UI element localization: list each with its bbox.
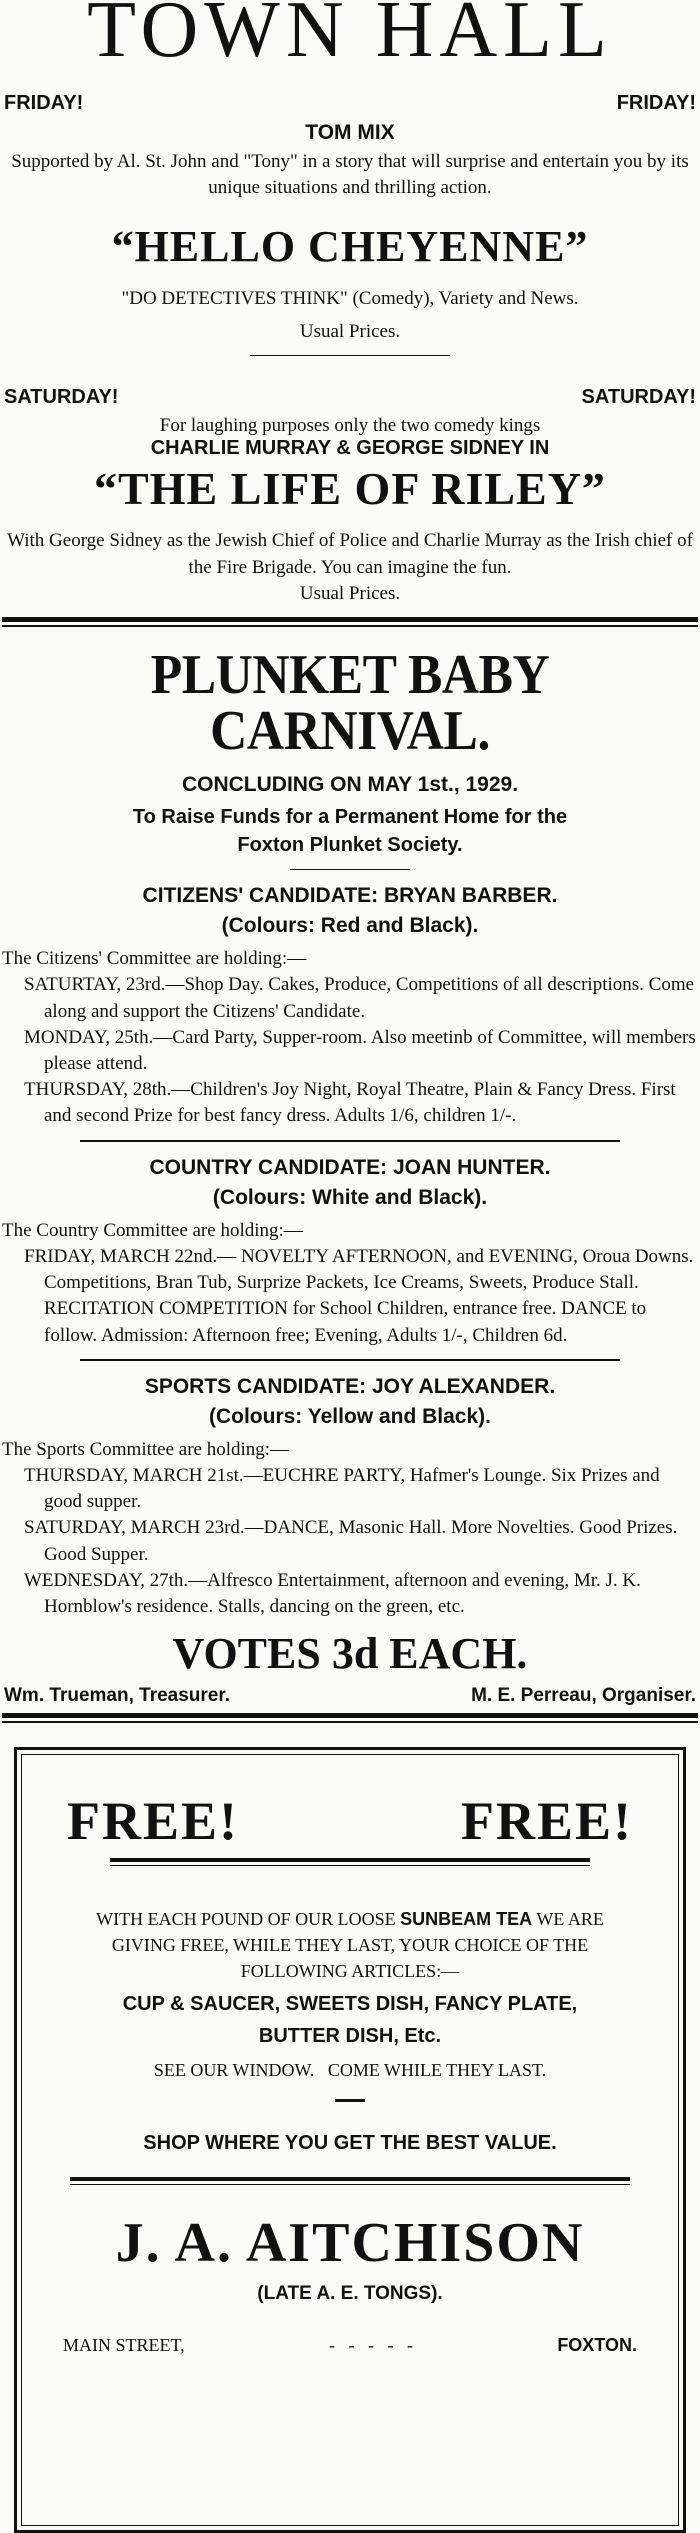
town-hall-title: TOWN HALL (87, 0, 613, 74)
shop-address (17, 2335, 683, 2356)
section-divider (2, 617, 698, 627)
friday-left: FRIDAY! (4, 92, 84, 114)
friday-row (0, 92, 700, 115)
brand-name: SUNBEAM TEA (400, 1909, 533, 1929)
shop-name: J. A. AITCHISON (115, 2212, 585, 2275)
street: MAIN STREET, (63, 2335, 185, 2356)
signatures (0, 1685, 700, 1707)
carnival-purpose-line-2: Foxton Plunket Society. (237, 834, 463, 857)
saturday-description: With George Sidney as the Jewish Chief of Police and Charlie Murray as the Irish chief of the Fire Brigade. You can imagine the fun. (7, 530, 693, 578)
sports-event: SATURDAY, MARCH 23rd.—DANCE, Masonic Hall. More Novelties. Good Prizes. Good Supper. (24, 1517, 678, 1565)
town-hall-ad (0, 0, 700, 607)
treasurer: Wm. Trueman, Treasurer. (4, 1685, 230, 1707)
address-dashes: - - - - - (329, 2335, 413, 2356)
citizens-event: THURSDAY, 28th.—Children's Joy Night, Royal Theatre, Plain & Fancy Dress. First and second Prize for best fancy dress. Adults 1/6, children 1/-. (24, 1079, 676, 1127)
citizens-event: MONDAY, 25th.—Card Party, Supper-room. Also meetinb of Committee, will members please attend. (24, 1026, 696, 1074)
country-intro: The Country Committee are holding:— (2, 1219, 303, 1241)
carnival-title: PLUNKET BABY CARNIVAL. (150, 644, 550, 763)
saturday-right: SATURDAY! (581, 385, 696, 408)
votes-price: VOTES 3d EACH. (172, 1629, 528, 1679)
divider (290, 869, 410, 870)
saturday-cast: CHARLIE MURRAY & GEORGE SIDNEY IN (150, 436, 550, 459)
sports-event: THURSDAY, MARCH 21st.—EUCHRE PARTY, Hafmer's Lounge. Six Prizes and good supper. (24, 1464, 660, 1513)
organiser: M. E. Perreau, Organiser. (471, 1685, 696, 1707)
friday-feature-title: “HELLO CHEYENNE” (111, 222, 589, 272)
divider (335, 2099, 365, 2102)
divider (80, 1140, 620, 1142)
friday-extras: "DO DETECTIVES THINK" (Comedy), Variety and News. (121, 288, 579, 310)
divider (80, 1359, 620, 1361)
carnival-date: CONCLUDING ON MAY 1st., 1929. (181, 773, 519, 797)
citizens-candidate-heading: CITIZENS' CANDIDATE: BRYAN BARBER. (142, 884, 558, 908)
offer-line: WE ARE GIVING FREE, WHILE THEY LAST, YOUR CHOICE OF THE FOLLOWING ARTICLES:— (111, 1909, 604, 1982)
friday-right: FRIDAY! (616, 92, 696, 114)
divider (70, 2177, 630, 2185)
citizens-event: SATURTAY, 23rd.—Shop Day. Cakes, Produce, Competitions of all descriptions. Come along and support the Citizens' Candidate. (24, 974, 695, 1022)
saturday-intro: For laughing purposes only the two comedy kings (159, 414, 541, 436)
star-name: TOM MIX (305, 121, 395, 144)
friday-support-text: Supported by Al. St. John and "Tony" in a story that will surprise and entertain you by its unique situations and thrilling action. (11, 151, 689, 199)
title-underline (110, 1858, 590, 1866)
citizens-intro: The Citizens' Committee are holding:— (2, 948, 307, 970)
sports-colours: (Colours: Yellow and Black). (208, 1404, 491, 1428)
section-divider (2, 1713, 698, 1723)
saturday-left: SATURDAY! (4, 385, 119, 408)
saturday-feature-title: “THE LIFE OF RILEY” (94, 462, 606, 514)
country-colours: (Colours: White and Black). (212, 1185, 488, 1209)
carnival-purpose (0, 803, 700, 859)
items-line-1: CUP & SAUCER, SWEETS DISH, FANCY PLATE, (122, 1993, 578, 2016)
country-event: FRIDAY, MARCH 22nd.— NOVELTY AFTERNOON, and EVENING, Oroua Downs. Competitions, Bran Tub, Surprize Packets, Ice Creams, Sweets, Produce Stall. RECITATION COMPETITION for School Children, entrance free. DANCE to follow. Admission: Afternoon free; Evening, Adults 1/-, Children 6d. (24, 1245, 694, 1346)
offer-line: WITH EACH POUND OF OUR LOOSE (96, 1909, 396, 1929)
citizens-colours: (Colours: Red and Black). (221, 914, 479, 938)
sports-candidate-heading: SPORTS CANDIDATE: JOY ALEXANDER. (144, 1374, 556, 1398)
free-offer-text (17, 1906, 683, 1984)
free-tea-ad (14, 1747, 686, 2533)
items-line-2: BUTTER DISH, Etc. (258, 2025, 442, 2048)
shop-slogan: SHOP WHERE YOU GET THE BEST VALUE. (143, 2132, 557, 2155)
see-window: SEE OUR WINDOW. COME WHILE THEY LAST. (153, 2060, 547, 2081)
free-items (17, 1988, 683, 2052)
shop-late: (LATE A. E. TONGS). (257, 2283, 443, 2305)
free-title: FREE! FREE! (67, 1791, 633, 1851)
carnival-purpose-line-1: To Raise Funds for a Permanent Home for the (132, 806, 568, 829)
sports-intro: The Sports Committee are holding:— (2, 1438, 290, 1460)
friday-prices: Usual Prices. (299, 320, 401, 342)
carnival-ad (0, 644, 700, 1707)
sports-event: WEDNESDAY, 27th.—Alfresco Entertainment, afternoon and evening, Mr. J. K. Hornblow's residence. Stalls, dancing on the green, etc. (24, 1569, 641, 1618)
saturday-prices: Usual Prices. (299, 582, 401, 604)
divider (250, 355, 450, 356)
country-candidate-heading: COUNTRY CANDIDATE: JOAN HUNTER. (149, 1155, 551, 1179)
town: FOXTON. (557, 2335, 637, 2356)
saturday-row (0, 386, 700, 409)
